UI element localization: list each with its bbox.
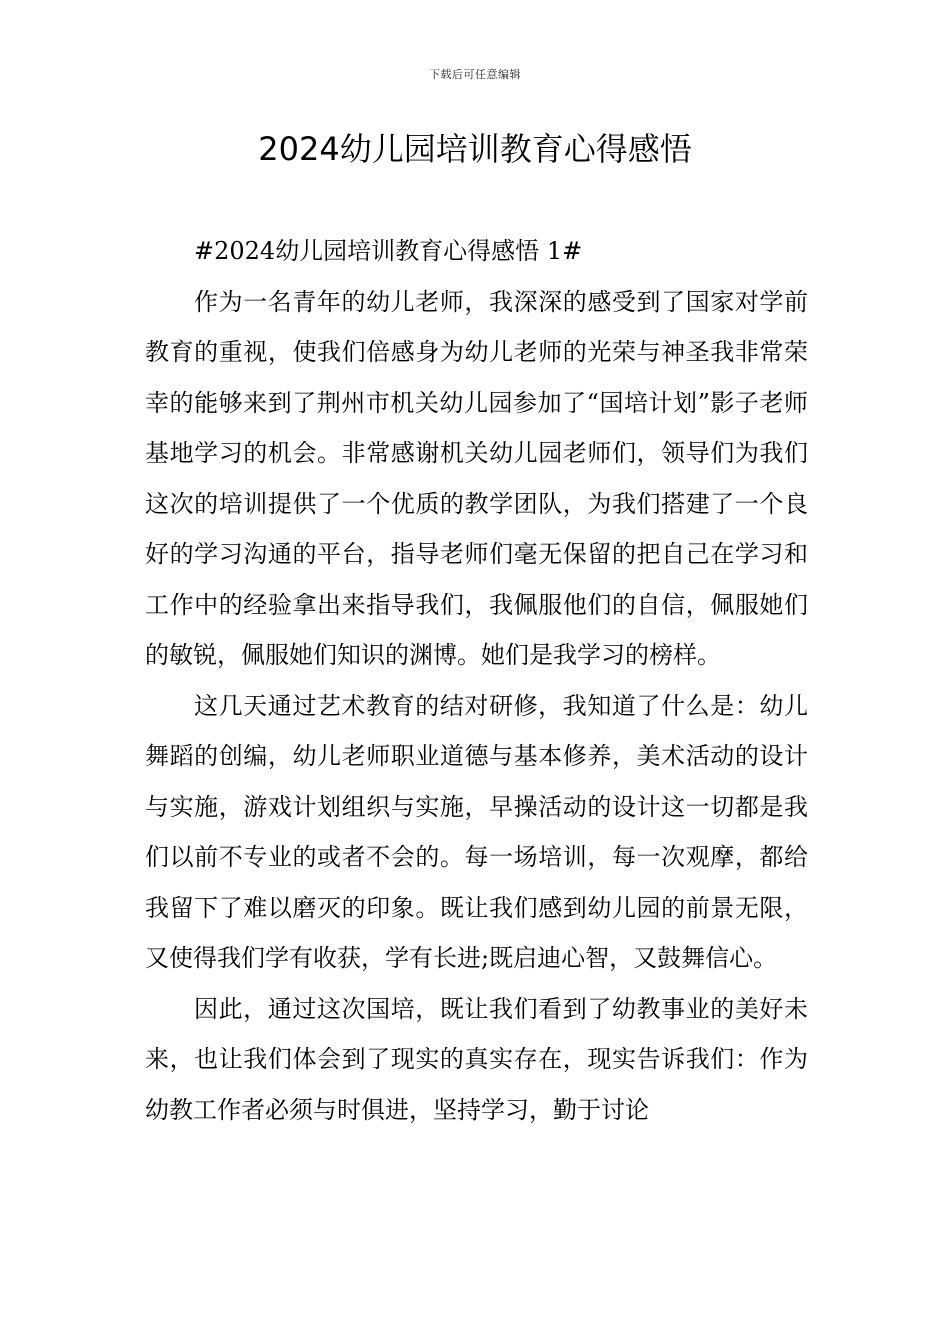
document-body: [145, 226, 808, 1135]
header-note: 下载后可任意编辑: [429, 68, 521, 81]
document-title: 2024幼儿园培训教育心得感悟: [258, 130, 692, 168]
section-heading: #2024幼儿园培训教育心得感悟 1#: [194, 237, 583, 265]
paragraph-1: 作为一名青年的幼儿老师，我深深的感受到了国家对学前教育的重视，使我们倍感身为幼儿老师的光荣与神圣我非常荣幸的能够来到了荆州市机关幼儿园参加了“国培计划”影子老师基地学习的机会。非常感谢机关幼儿园老师们，领导们为我们这次的培训提供了一个优质的教学团队，为我们搭建了一个良好的学习沟通的平台，指导老师们毫无保留的把自己在学习和工作中的经验拿出来指导我们，我佩服他们的自信，佩服她们的敏锐，佩服她们知识的渊博。她们是我学习的榜样。: [145, 287, 808, 669]
paragraph-3: 因此，通过这次国培，既让我们看到了幼教事业的美好未来，也让我们体会到了现实的真实存在，现实告诉我们：作为幼教工作者必须与时俱进，坚持学习，勤于讨论: [145, 994, 808, 1124]
paragraph-2: 这几天通过艺术教育的结对研修，我知道了什么是：幼儿舞蹈的创编，幼儿老师职业道德与基本修养，美术活动的设计与实施，游戏计划组织与实施，早操活动的设计这一切都是我们以前不专业的或者不会的。每一场培训，每一次观摩，都给我留下了难以磨灭的印象。既让我们感到幼儿园的前景无限，又使得我们学有收获，学有长进;既启迪心智，又鼓舞信心。: [145, 691, 808, 972]
